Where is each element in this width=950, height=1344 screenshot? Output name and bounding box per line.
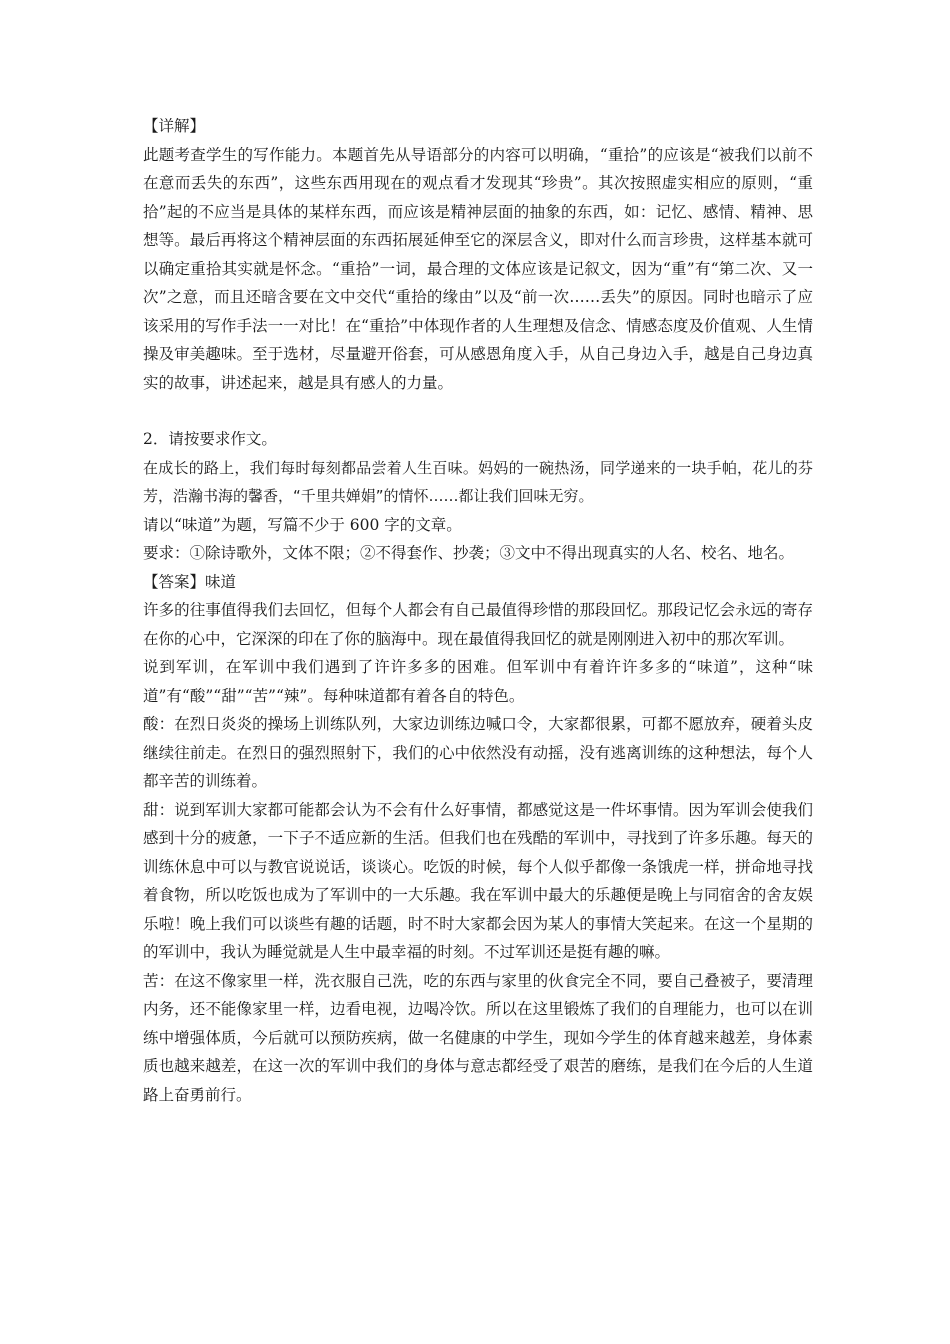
detail-heading: 【详解】: [143, 117, 206, 135]
answer-paragraph: 甜：说到军训大家都可能都会认为不会有什么好事情，都感觉这是一件坏事情。因为军训会使我们感到十分的疲惫，一下子不适应新的生活。但我们也在残酷的军训中，寻找到了许多乐趣。每天的训练休息中可以与教官说说话，谈谈心。吃饭的时候，每个人似乎都像一条饿虎一样，拼命地寻找着食物，所以吃饭也成为了军训中的一大乐趣。我在军训中最大的乐趣便是晚上与同宿舍的舍友娱乐啦！晚上我们可以谈些有趣的话题，时不时大家都会因为某人的事情大笑起来。在这一个星期的的军训中，我认为睡觉就是人生中最幸福的时刻。不过军训还是挺有趣的嘛。: [143, 800, 813, 961]
answer-paragraph: 苦：在这不像家里一样，洗衣服自己洗，吃的东西与家里的伙食完全不同，要自己叠被子，要清理内务，还不能像家里一样，边看电视，边喝冷饮。所以在这里锻炼了我们的自理能力，也可以在训练中增强体质，今后就可以预防疾病，做一名健康的中学生，现如今学生的体育越来越差，身体素质也越来越差，在这一次的军训中我们的身体与意志都经受了艰苦的磨练，是我们在今后的人生道路上奋勇前行。: [143, 971, 813, 1104]
answer-paragraph: 许多的往事值得我们去回忆，但每个人都会有自己最值得珍惜的那段回忆。那段记忆会永远的寄存在你的心中，它深深的印在了你的脑海中。现在最值得我回忆的就是刚刚进入初中的那次军训。: [143, 601, 813, 648]
section-gap: [143, 397, 813, 425]
question-prompt: 在成长的路上，我们每时每刻都品尝着人生百味。妈妈的一碗热汤，同学递来的一块手帕，花儿的芬芳，浩瀚书海的馨香，“千里共婵娟”的情怀……都让我们回味无穷。: [143, 458, 813, 505]
question-requirements: 要求：①除诗歌外，文体不限；②不得套作、抄袭；③文中不得出现真实的人名、校名、地名。: [143, 544, 795, 562]
question-title: 2．请按要求作文。: [143, 430, 277, 448]
answer-heading: 【答案】味道: [143, 572, 237, 591]
document-page: [143, 112, 813, 1109]
question-instruction: 请以“味道”为题，写篇不少于 600 字的文章。: [143, 515, 462, 534]
answer-paragraph: 酸：在烈日炎炎的操场上训练队列，大家边训练边喊口令，大家都很累，可都不愿放弃，硬着头皮继续往前走。在烈日的强烈照射下，我们的心中依然没有动摇，没有逃离训练的这种想法，每个人都辛苦的训练着。: [143, 715, 813, 790]
detail-text: 此题考查学生的写作能力。本题首先从导语部分的内容可以明确，“重拾”的应该是“被我们以前不在意而丢失的东西”，这些东西用现在的观点看才发现其“珍贵”。其次按照虚实相应的原则，“重拾”起的不应当是具体的某样东西，而应该是精神层面的抽象的东西，如：记忆、感情、精神、思想等。最后再将这个精神层面的东西拓展延伸至它的深层含义，即对什么而言珍贵，这样基本就可以确定重拾其实就是怀念。“重拾”一词，最合理的文体应该是记叙文，因为“重”有“第二次、又一次”之意，而且还暗含要在文中交代“重拾的缘由”以及“前一次……丢失”的原因。同时也暗示了应该采用的写作手法一一对比！在“重拾”中体现作者的人生理想及信念、情感态度及价值观、人生情操及审美趣味。至于选材，尽量避开俗套，可从感恩角度入手，从自己身边入手，越是自己身边真实的故事，讲述起来，越是具有感人的力量。: [143, 145, 813, 392]
answer-paragraph: 说到军训，在军训中我们遇到了许许多多的困难。但军训中有着许许多多的“味道”，这种“味道”有“酸”“甜”“苦”“辣”。每种味道都有着各自的特色。: [143, 658, 813, 705]
